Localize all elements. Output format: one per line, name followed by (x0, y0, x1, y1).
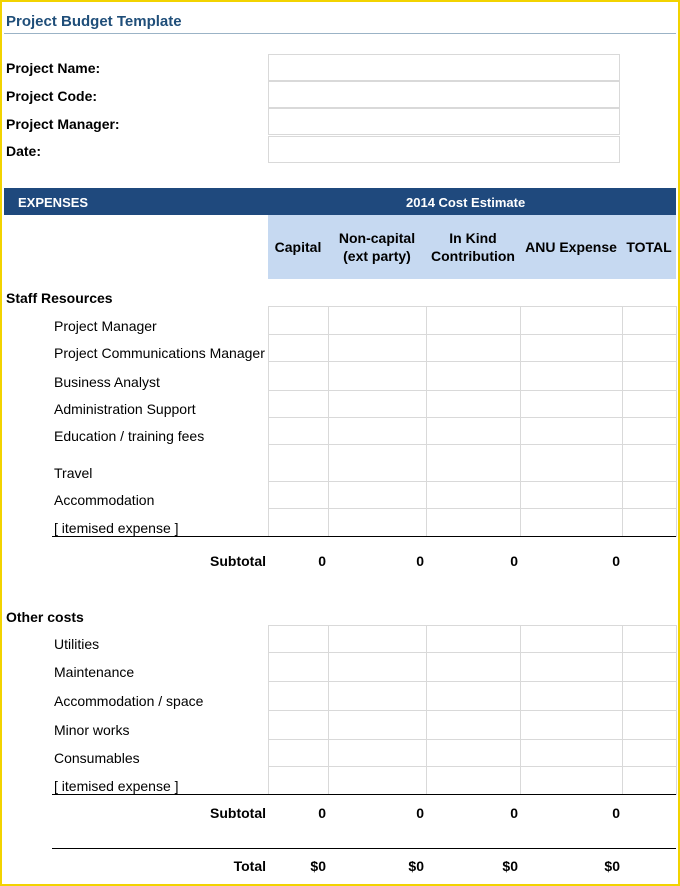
total-value: $0 (408, 858, 424, 874)
project-manager-label: Project Manager: (6, 116, 120, 132)
staff-cell[interactable] (268, 390, 329, 418)
staff-item: [ itemised expense ] (54, 520, 179, 536)
staff-cell[interactable] (426, 390, 521, 418)
staff-cell[interactable] (268, 361, 329, 391)
other-item: Utilities (54, 636, 100, 652)
other-cell[interactable] (622, 625, 677, 653)
other-subtotal-rule (52, 794, 676, 795)
total-label: Total (233, 858, 266, 874)
project-manager-field[interactable] (268, 108, 620, 135)
staff-item: Education / training fees (54, 428, 205, 444)
other-subtotal-value: 0 (612, 805, 620, 821)
staff-cell[interactable] (328, 417, 427, 445)
staff-cell[interactable] (622, 390, 677, 418)
other-cell[interactable] (426, 710, 521, 740)
staff-cell[interactable] (520, 334, 623, 362)
staff-cell[interactable] (520, 390, 623, 418)
staff-cell[interactable] (520, 361, 623, 391)
column-header-in-kind: In Kind Contribution (431, 230, 515, 264)
other-cell[interactable] (520, 681, 623, 711)
staff-subtotal-value: 0 (612, 553, 620, 569)
other-item: Minor works (54, 722, 130, 738)
section-title-staff-resources: Staff Resources (6, 290, 113, 306)
total-value: $0 (502, 858, 518, 874)
other-cell[interactable] (268, 681, 329, 711)
other-item: Consumables (54, 750, 140, 766)
staff-item: Project Communications Manager (54, 345, 265, 361)
section-title-other-costs: Other costs (6, 609, 84, 625)
other-cell[interactable] (328, 710, 427, 740)
staff-cell[interactable] (268, 508, 329, 537)
staff-cell[interactable] (622, 361, 677, 391)
column-header-non-capital: Non-capital (ext party) (338, 230, 416, 264)
staff-cell[interactable] (328, 444, 427, 482)
staff-item: Accommodation (54, 492, 155, 508)
other-cell[interactable] (328, 625, 427, 653)
date-label: Date: (6, 143, 42, 159)
other-cell[interactable] (622, 739, 677, 767)
staff-cell[interactable] (520, 417, 623, 445)
staff-item: Administration Support (54, 401, 196, 417)
other-subtotal-value: 0 (510, 805, 518, 821)
column-header-anu-expense: ANU Expense (525, 239, 617, 255)
staff-subtotal-value: 0 (510, 553, 518, 569)
other-cell[interactable] (622, 681, 677, 711)
staff-cell[interactable] (520, 444, 623, 482)
staff-cell[interactable] (622, 481, 677, 509)
expenses-label: EXPENSES (18, 195, 89, 210)
staff-subtotal-value: 0 (318, 553, 326, 569)
staff-cell[interactable] (426, 508, 521, 537)
cost-estimate-label: 2014 Cost Estimate (406, 195, 526, 210)
date-field[interactable] (268, 136, 620, 163)
staff-cell[interactable] (328, 481, 427, 509)
other-cell[interactable] (520, 652, 623, 682)
staff-cell[interactable] (328, 361, 427, 391)
staff-cell[interactable] (426, 417, 521, 445)
project-code-field[interactable] (268, 81, 620, 108)
other-cell[interactable] (426, 739, 521, 767)
other-cell[interactable] (426, 625, 521, 653)
other-cell[interactable] (622, 766, 677, 795)
other-item: Maintenance (54, 664, 135, 680)
total-value: $0 (604, 858, 620, 874)
other-cell[interactable] (520, 625, 623, 653)
staff-cell[interactable] (622, 306, 677, 335)
other-subtotal-value: 0 (318, 805, 326, 821)
other-subtotal-value: 0 (416, 805, 424, 821)
other-cell[interactable] (622, 710, 677, 740)
staff-cell[interactable] (426, 361, 521, 391)
other-cell[interactable] (520, 710, 623, 740)
other-cell[interactable] (426, 681, 521, 711)
other-cell[interactable] (268, 739, 329, 767)
project-code-label: Project Code: (6, 88, 98, 104)
other-cell[interactable] (328, 766, 427, 795)
staff-cell[interactable] (328, 390, 427, 418)
staff-cell[interactable] (268, 444, 329, 482)
column-header-total: TOTAL (626, 239, 672, 255)
staff-item: Travel (54, 465, 93, 481)
project-name-field[interactable] (268, 54, 620, 81)
staff-cell[interactable] (268, 417, 329, 445)
staff-item: Business Analyst (54, 374, 160, 390)
other-cell[interactable] (268, 710, 329, 740)
other-cell[interactable] (328, 681, 427, 711)
other-cell[interactable] (622, 652, 677, 682)
project-name-label: Project Name: (6, 60, 101, 76)
staff-cell[interactable] (328, 306, 427, 335)
staff-cell[interactable] (328, 508, 427, 537)
other-cell[interactable] (520, 766, 623, 795)
staff-cell[interactable] (268, 306, 329, 335)
staff-cell[interactable] (622, 444, 677, 482)
other-cell[interactable] (268, 625, 329, 653)
staff-subtotal-label: Subtotal (210, 553, 266, 569)
other-cell[interactable] (268, 766, 329, 795)
staff-cell[interactable] (268, 334, 329, 362)
other-cell[interactable] (328, 652, 427, 682)
staff-subtotal-rule (52, 536, 676, 537)
total-value: $0 (310, 858, 326, 874)
staff-cell[interactable] (622, 417, 677, 445)
staff-cell[interactable] (426, 306, 521, 335)
other-item: Accommodation / space (54, 693, 204, 709)
expenses-header-band (4, 188, 676, 215)
staff-cell[interactable] (268, 481, 329, 509)
staff-cell[interactable] (520, 481, 623, 509)
other-subtotal-label: Subtotal (210, 805, 266, 821)
staff-subtotal-value: 0 (416, 553, 424, 569)
staff-item: Project Manager (54, 318, 157, 334)
other-cell[interactable] (426, 766, 521, 795)
staff-cell[interactable] (622, 508, 677, 537)
other-cell[interactable] (268, 652, 329, 682)
column-header-capital: Capital (274, 239, 322, 255)
other-cell[interactable] (520, 739, 623, 767)
page-title: Project Budget Template (6, 13, 182, 30)
staff-cell[interactable] (622, 334, 677, 362)
total-rule (52, 848, 676, 849)
staff-cell[interactable] (520, 508, 623, 537)
other-cell[interactable] (426, 652, 521, 682)
other-cell[interactable] (328, 739, 427, 767)
staff-cell[interactable] (426, 444, 521, 482)
staff-cell[interactable] (328, 334, 427, 362)
staff-cell[interactable] (426, 481, 521, 509)
title-divider (4, 33, 676, 34)
other-item: [ itemised expense ] (54, 778, 179, 794)
staff-cell[interactable] (520, 306, 623, 335)
staff-cell[interactable] (426, 334, 521, 362)
